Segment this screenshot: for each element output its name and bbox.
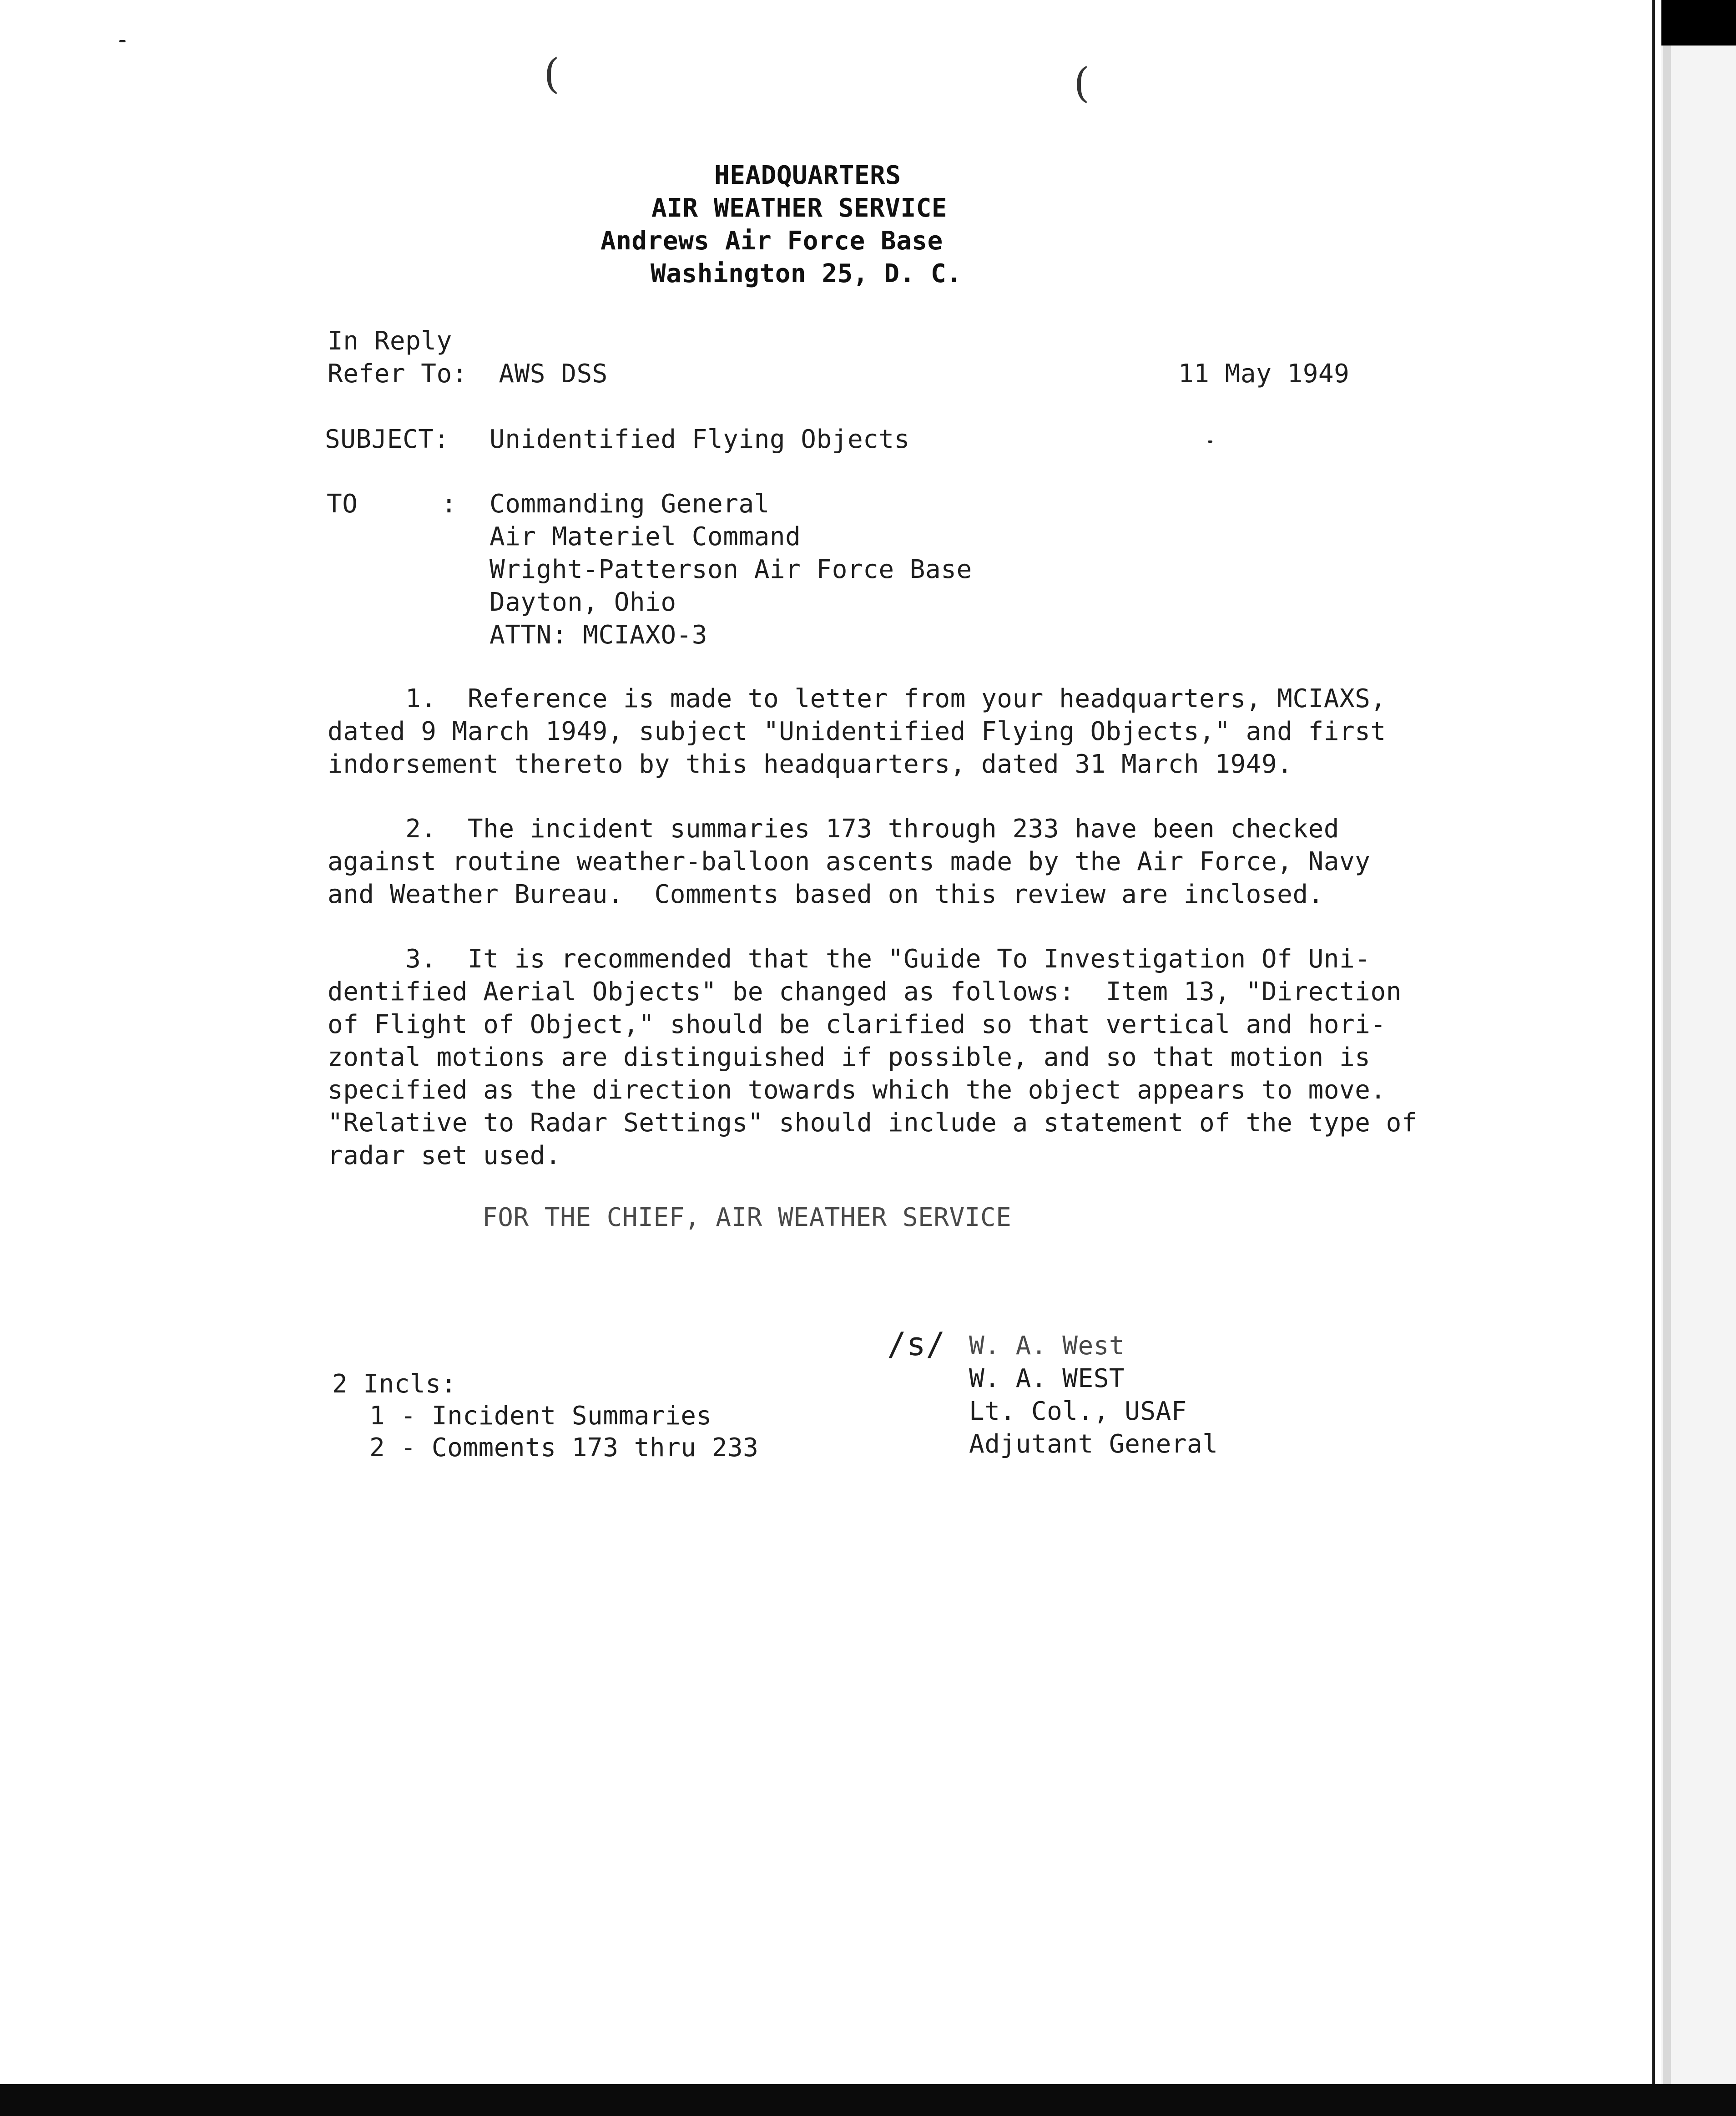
signature-line: Lt. Col., USAF [969,1397,1187,1426]
speck [1208,440,1212,443]
stray-mark-right: ( [1074,59,1090,107]
stray-mark-left: ( [544,50,560,98]
refer-to: Refer To: AWS DSS [328,359,608,389]
paragraph-3-line: specified as the direction towards which the object appears to move. [328,1075,1386,1105]
to-label: TO [327,489,358,519]
paragraph-1-line: dated 9 March 1949, subject "Unidentified Flying Objects," and first [328,717,1386,746]
paragraph-3-line: zontal motions are distinguished if possible, and so that motion is [328,1043,1371,1072]
inclosure-item: 2 - Comments 173 thru 233 [369,1433,759,1463]
sheet-edge [1652,0,1655,2086]
paragraph-3-line: dentified Aerial Objects" be changed as follows: Item 13, "Direction [328,977,1402,1007]
scan-border [0,2084,1736,2116]
paragraph-3-line: "Relative to Radar Settings" should include a statement of the type of [328,1108,1418,1138]
speck [119,40,126,42]
inclosures-label: 2 Incls: [332,1369,457,1399]
paragraph-1-line: indorsement thereto by this headquarters, dated 31 March 1949. [328,749,1293,779]
letterhead-line-3: Andrews Air Force Base [601,226,943,256]
letter-date: 11 May 1949 [1178,359,1350,389]
addressee-line: Air Materiel Command [490,522,801,552]
paragraph-3-line: 3. It is recommended that the "Guide To Investigation Of Uni- [328,944,1371,974]
paragraph-1-line: 1. Reference is made to letter from your headquarters, MCIAXS, [328,684,1386,714]
addressee-line: Commanding General [490,489,770,519]
signature-line: W. A. WEST [969,1364,1125,1393]
letterhead-line-2: AIR WEATHER SERVICE [651,193,948,223]
signature-mark: /s/ [887,1326,945,1363]
paragraph-2-line: against routine weather-balloon ascents made by the Air Force, Navy [328,847,1371,876]
subject-label: SUBJECT: [325,425,449,454]
paragraph-3-line: radar set used. [328,1141,561,1170]
to-colon: : [441,489,457,519]
in-reply: In Reply [328,326,452,356]
signature-line: W. A. West [969,1331,1125,1361]
addressee-line: Wright-Patterson Air Force Base [490,555,972,584]
paragraph-2-line: and Weather Bureau. Comments based on this review are inclosed. [328,880,1324,909]
paragraph-3-line: of Flight of Object," should be clarified so that vertical and hori- [328,1010,1386,1039]
addressee-line: Dayton, Ohio [490,587,676,617]
letterhead-line-1: HEADQUARTERS [714,161,901,190]
closing-line: FOR THE CHIEF, AIR WEATHER SERVICE [482,1203,1012,1232]
letterhead-line-4: Washington 25, D. C. [651,259,962,289]
signature-line: Adjutant General [969,1429,1218,1459]
inclosure-item: 1 - Incident Summaries [369,1401,712,1431]
paragraph-2-line: 2. The incident summaries 173 through 233 have been checked [328,814,1339,844]
addressee-line: ATTN: MCIAXO-3 [490,620,708,650]
subject-text: Unidentified Flying Objects [490,425,910,454]
sheet-shadow [1663,46,1671,2116]
